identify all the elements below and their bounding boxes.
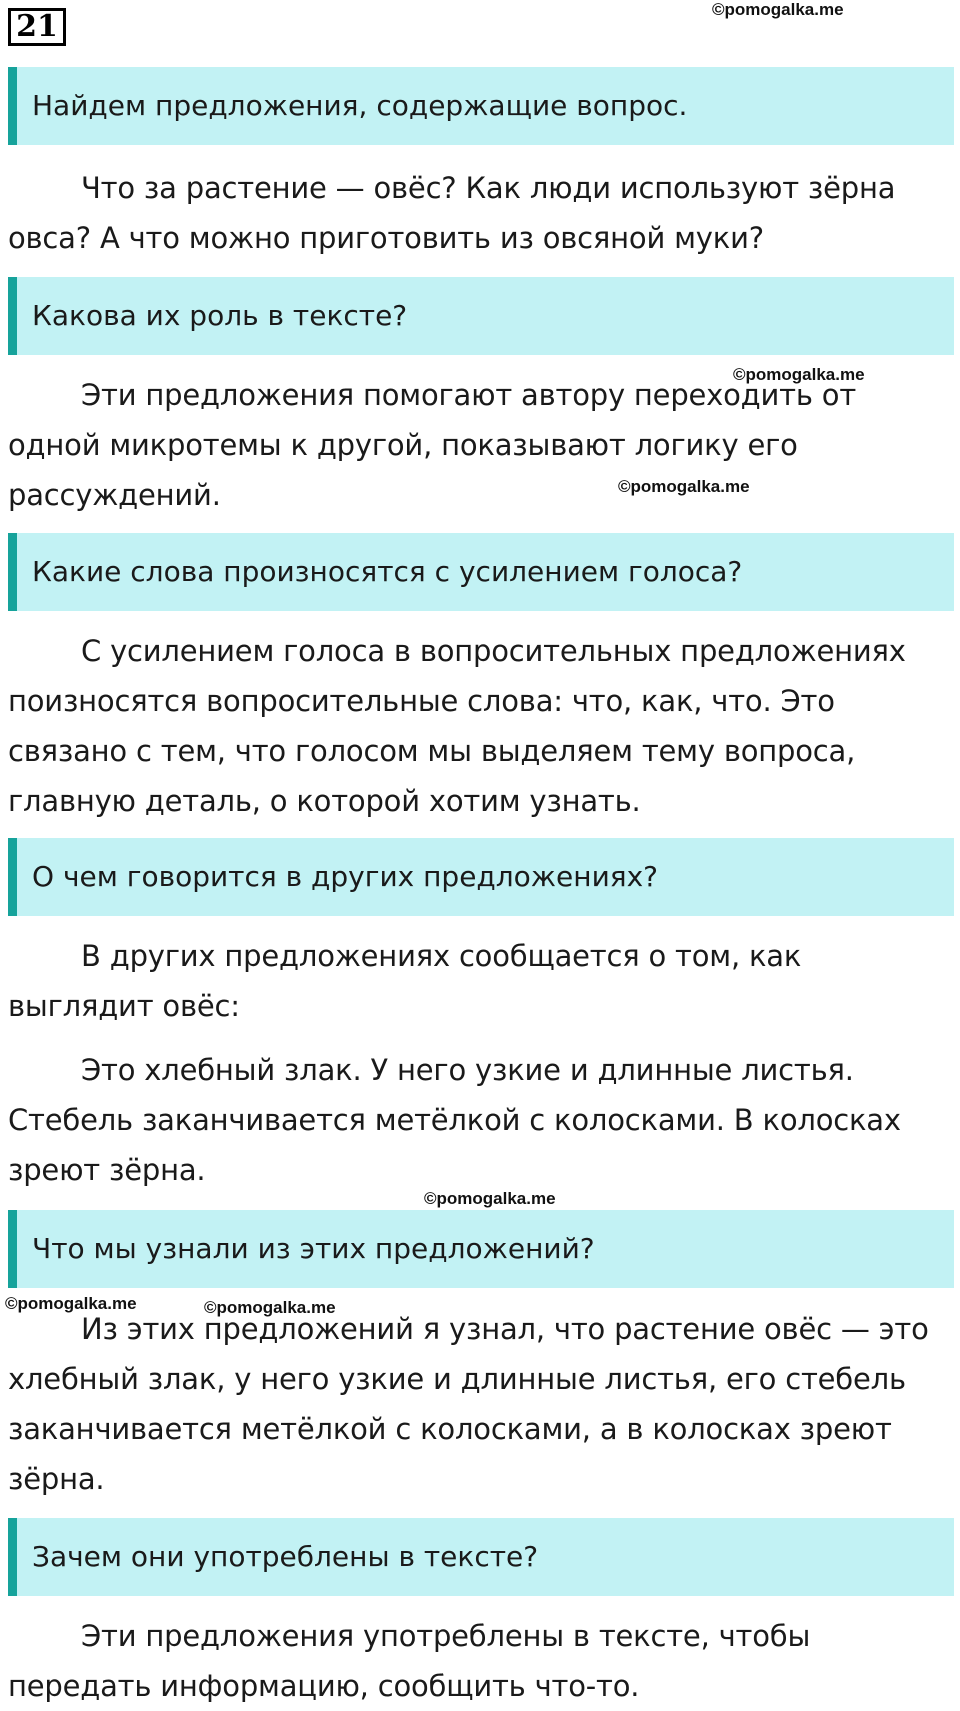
answer-3: С усилением голоса в вопросительных предложениях поизносятся вопросительные слова: что, как, что. Это связано с тем, что голосом мы выделяем тему вопроса, главную деталь, о которой хотим узнать. [8, 634, 906, 818]
question-6: Зачем они употреблены в тексте? [8, 1518, 954, 1596]
question-1: Найдем предложения, содержащие вопрос. [8, 67, 954, 145]
question-5: Что мы узнали из этих предложений? [8, 1210, 954, 1288]
question-2: Какова их роль в тексте? [8, 277, 954, 355]
task-number: 21 [8, 8, 66, 46]
answer-2: Эти предложения помогают автору переходить от одной микротемы к другой, показывают логику его рассуждений. [8, 378, 857, 512]
answer-5: Из этих предложений я узнал, что растение овёс — это хлебный злак, у него узкие и длинные листья, его стебель заканчивается метёлкой с колосками, а в колосках зреют зёрна. [8, 1312, 929, 1496]
watermark: ©pomogalka.me [424, 1189, 556, 1208]
answer-1: Что за растение — овёс? Как люди используют зёрна овса? А что можно приготовить из овсяной муки? [8, 171, 896, 255]
question-4: О чем говорится в других предложениях? [8, 838, 954, 916]
watermark: ©pomogalka.me [733, 365, 865, 384]
answer-4a: В других предложениях сообщается о том, как выглядит овёс: [8, 939, 802, 1023]
watermark: ©pomogalka.me [5, 1294, 137, 1313]
watermark: ©pomogalka.me [618, 477, 750, 496]
watermark: ©pomogalka.me [712, 0, 844, 19]
watermark: ©pomogalka.me [204, 1298, 336, 1317]
answer-4b: Это хлебный злак. У него узкие и длинные листья. Стебель заканчивается метёлкой с колосками. В колосках зреют зёрна. [8, 1053, 901, 1187]
question-3: Какие слова произносятся с усилением голоса? [8, 533, 954, 611]
answer-6: Эти предложения употреблены в тексте, чтобы передать информацию, сообщить что-то. [8, 1619, 811, 1703]
